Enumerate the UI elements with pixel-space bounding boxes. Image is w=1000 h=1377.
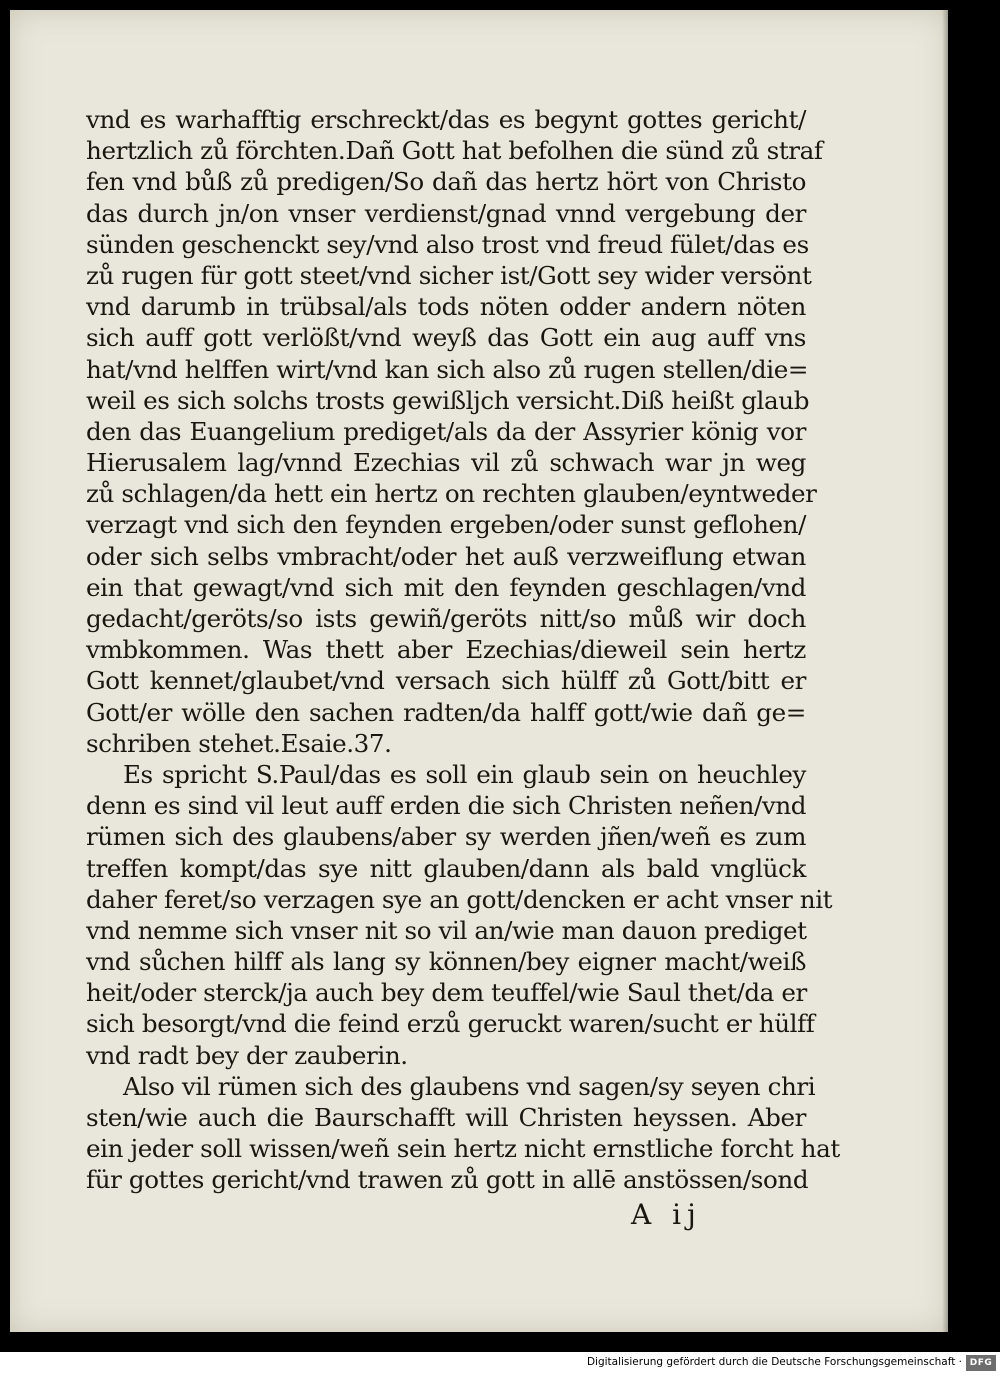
footer-bar bbox=[0, 1352, 1000, 1377]
text-line: ein that gewagt/vnd sich mit den feynden geschlagen/vnd bbox=[86, 572, 806, 602]
text-line: oder sich selbs vmbracht/oder het auß verzweiflung etwan bbox=[86, 541, 806, 571]
text-line: sünden geschenckt sey/vnd also trost vnd freud fület/das es bbox=[86, 229, 809, 259]
text-line: weil es sich solchs trosts gewißljch versicht.Diß heißt glaub bbox=[86, 385, 810, 415]
text-line: denn es sind vil leut auff erden die sich Christen neñen/vnd bbox=[86, 791, 807, 821]
text-line: Gott/er wölle den sachen radten/da halff gott/wie dañ ge= bbox=[86, 697, 806, 727]
text-line: sich besorgt/vnd die feind erzů geruckt waren/sucht er hülff bbox=[86, 1009, 815, 1039]
text-line: rümen sich des glaubens/aber sy werden jñen/weñ es zum bbox=[86, 822, 806, 852]
text-line: vnd sůchen hilff als lang sy können/bey eigner macht/weiß bbox=[86, 947, 806, 977]
text-line: heit/oder sterck/ja auch bey dem teuffel/wie Saul thet/da er bbox=[86, 978, 807, 1008]
text-line: vnd nemme sich vnser nit so vil an/wie man dauon prediget bbox=[86, 915, 807, 945]
text-line: zů schlagen/da hett ein hertz on rechten glauben/eyntweder bbox=[86, 479, 817, 509]
text-line: das durch jn/on vnser verdienst/gnad vnnd vergebung der bbox=[86, 198, 806, 228]
text-line: verzagt vnd sich den feynden ergeben/oder sunst geflohen/ bbox=[86, 510, 806, 540]
text-line: vnd es warhafftig erschreckt/das es begynt gottes gericht/ bbox=[86, 105, 806, 134]
text-line: sten/wie auch die Baurschafft will Christen heyssen. Aber bbox=[86, 1103, 806, 1132]
funding-credit: Digitalisierung gefördert durch die Deutsche Forschungsgemeinschaft · bbox=[586, 1356, 962, 1368]
dfg-logo: DFG bbox=[966, 1355, 996, 1371]
text-line: für gottes gericht/vnd trawen zů gott in allē anstössen/sond bbox=[86, 1165, 809, 1195]
text-line: Hierusalem lag/vnnd Ezechias vil zů schwach war jn weg bbox=[86, 448, 806, 478]
text-line: fen vnd bůß zů predigen/So dañ das hertz hört von Christo bbox=[86, 167, 806, 197]
text-line: vnd darumb in trübsal/als tods nöten odder andern nöten bbox=[86, 292, 806, 322]
text-line: vnd radt bey der zauberin. bbox=[86, 1040, 408, 1070]
text-line: Es spricht S.Paul/das es soll ein glaub sein on heuchley bbox=[123, 759, 806, 789]
text-line: ein jeder soll wissen/weñ sein hertz nicht ernstliche forcht hat bbox=[86, 1134, 840, 1164]
text-line: Gott kennet/glaubet/vnd versach sich hülff zů Gott/bitt er bbox=[86, 666, 806, 696]
text-line: daher feret/so verzagen sye an gott/dencken er acht vnser nit bbox=[86, 884, 833, 914]
text-line: Also vil rümen sich des glaubens vnd sagen/sy seyen chri bbox=[123, 1071, 816, 1101]
text-line: vmbkommen. Was thett aber Ezechias/dieweil sein hertz bbox=[86, 635, 806, 665]
text-line: gedacht/geröts/so ists gewiñ/geröts nitt/so můß wir doch bbox=[86, 604, 806, 633]
book-page bbox=[10, 10, 948, 1332]
page-text bbox=[86, 104, 840, 1196]
text-line: treffen kompt/das sye nitt glauben/dann als bald vnglück bbox=[86, 853, 806, 883]
text-line: schriben stehet.Esaie.37. bbox=[86, 728, 392, 758]
text-line: hertzlich zů förchten.Dañ Gott hat befolhen die sünd zů straf bbox=[86, 136, 823, 166]
signature-mark: A ij bbox=[631, 1198, 702, 1231]
text-line: zů rugen für gott steet/vnd sicher ist/Gott sey wider versönt bbox=[86, 260, 812, 290]
text-line: sich auff gott verlößt/vnd weyß das Gott ein aug auff vns bbox=[86, 323, 806, 353]
text-line: hat/vnd helffen wirt/vnd kan sich also zů rugen stellen/die= bbox=[86, 354, 809, 384]
text-line: den das Euangelium prediget/als da der Assyrier könig vor bbox=[86, 416, 806, 446]
